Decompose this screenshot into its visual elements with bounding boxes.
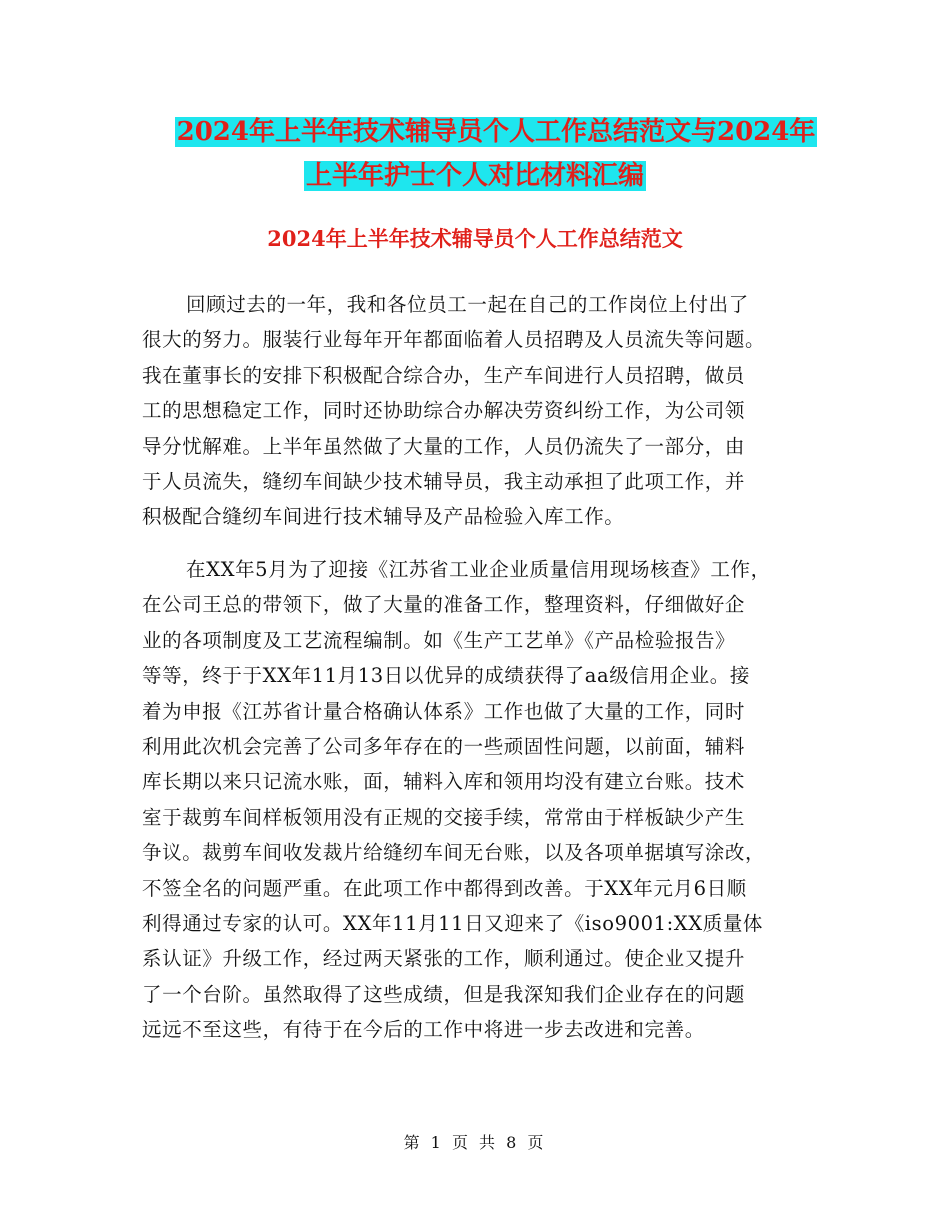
paragraph-line: 我在董事长的安排下积极配合综合办，生产车间进行人员招聘，做员 — [142, 363, 746, 387]
paragraph-line: 利得通过专家的认可。XX年11月11日又迎来了《iso9001:XX质量体 — [142, 912, 764, 936]
paragraph-line: 系认证》升级工作，经过两天紧张的工作，顺利通过。使企业又提升 — [142, 947, 746, 971]
paragraph-line: 工的思想稳定工作，同时还协助综合办解决劳资纠纷工作，为公司领 — [142, 399, 746, 423]
section-title: 2024年上半年技术辅导员个人工作总结范文 — [267, 226, 683, 251]
title-line-1-text: 2024年上半年技术辅导员个人工作总结范文与2024年 — [176, 117, 816, 147]
paragraph-line: 等等，终于于XX年11月13日以优异的成绩获得了aa级信用企业。接 — [142, 664, 750, 688]
paragraph-line: 积极配合缝纫车间进行技术辅导及产品检验入库工作。 — [142, 505, 625, 529]
paragraph-line: 在XX年5月为了迎接《江苏省工业企业质量信用现场核查》工作， — [186, 558, 771, 581]
paragraph-line: 争议。裁剪车间收发裁片给缝纫车间无台账，以及各项单据填写涂改， — [142, 841, 766, 865]
paragraph-line: 室于裁剪车间样板领用没有正规的交接手续，常常由于样板缺少产生 — [142, 805, 746, 829]
paragraph-line: 导分忧解难。上半年虽然做了大量的工作，人员仍流失了一部分，由 — [142, 434, 746, 458]
paragraph-1 — [142, 287, 810, 535]
paragraph-line: 利用此次机会完善了公司多年存在的一些顽固性问题，以前面，辅料 — [142, 735, 746, 759]
paragraph-line: 远远不至这些，有待于在今后的工作中将进一步去改进和完善。 — [142, 1018, 705, 1042]
paragraph-line: 回顾过去的一年，我和各位员工一起在自己的工作岗位上付出了 — [186, 293, 749, 316]
paragraph-line: 着为申报《江苏省计量合格确认体系》工作也做了大量的工作，同时 — [142, 699, 746, 723]
paragraph-2 — [142, 552, 810, 1048]
paragraph-line: 在公司王总的带领下，做了大量的准备工作，整理资料，仔细做好企 — [142, 593, 746, 617]
paragraph-line: 业的各项制度及工艺流程编制。如《生产工艺单》《产品检验报告》 — [142, 628, 736, 652]
paragraph-line: 了一个台阶。虽然取得了这些成绩，但是我深知我们企业存在的问题 — [142, 982, 746, 1006]
title-line-2 — [0, 150, 950, 202]
paragraph-line: 很大的努力。服装行业每年开年都面临着人员招聘及人员流失等问题。 — [142, 328, 766, 352]
page-footer: 第 1 页 共 8 页 — [403, 1133, 547, 1152]
paragraph-line: 于人员流失，缝纫车间缺少技术辅导员，我主动承担了此项工作，并 — [142, 470, 746, 494]
title-line-2-text: 上半年护士个人对比材料汇编 — [305, 161, 644, 191]
paragraph-line: 不签全名的问题严重。在此项工作中都得到改善。于XX年元月6日顺 — [142, 876, 747, 900]
paragraph-line: 库长期以来只记流水账，面，辅料入库和领用均没有建立台账。技术 — [142, 770, 746, 794]
